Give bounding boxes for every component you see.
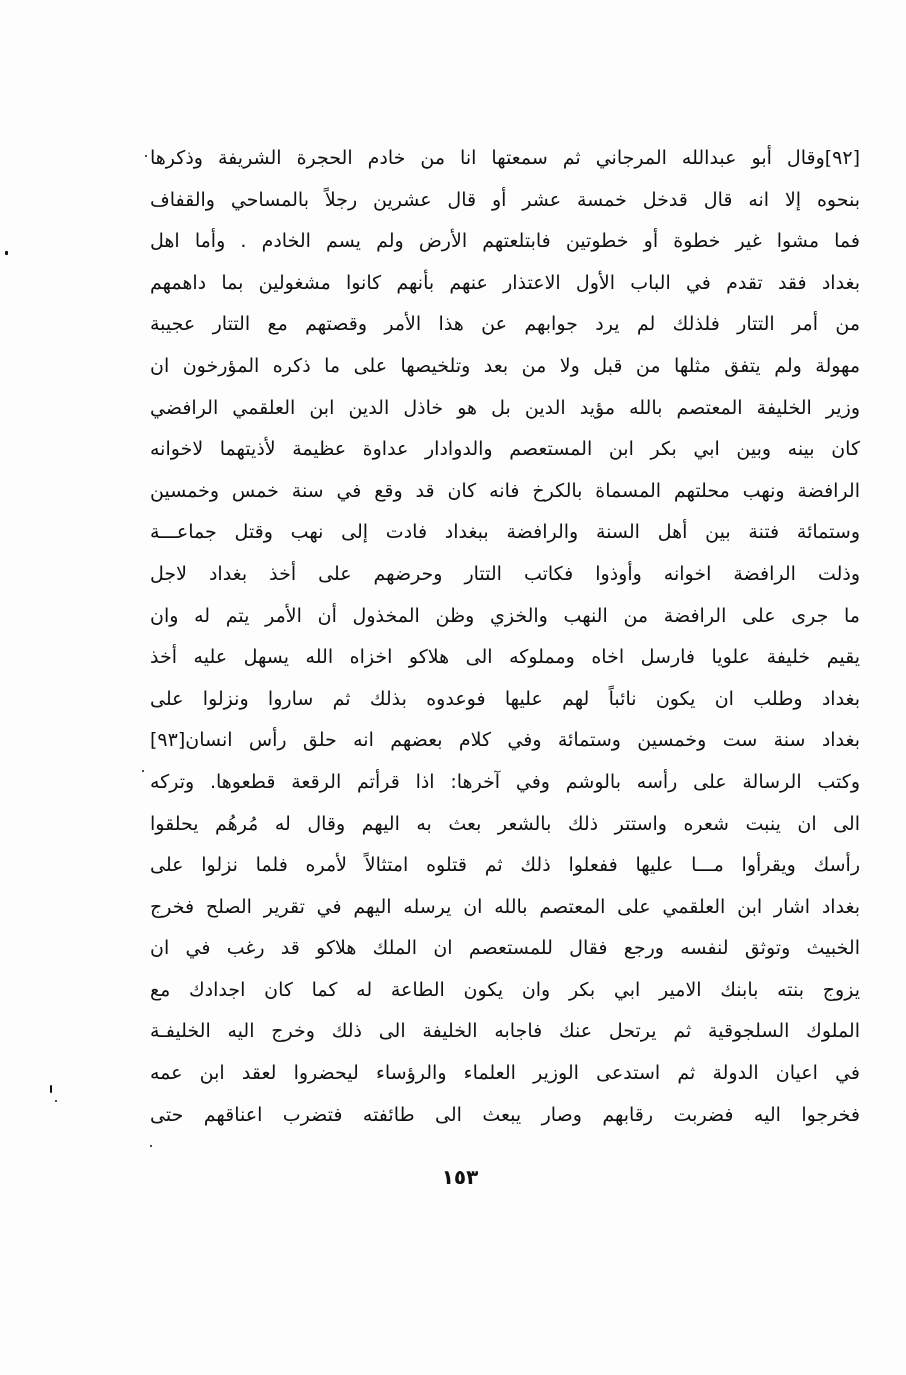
text-line: وذلت الرافضة اخوانه وأوذوا فكاتب التتار وحرضهم على أخذ بغداد لاجل [150, 562, 860, 585]
scan-speck [142, 770, 144, 772]
text-line: وزير الخليفة المعتصم بالله مؤيد الدين بل هو خاذل الدين ابن العلقمي الرافضي [150, 396, 860, 419]
text-line: فما مشوا غير خطوة أو خطوتين فابتلعتهم الأرض ولم يسم الخادم . وأما اهل [150, 230, 860, 253]
text-line: كان بينه وبين ابي بكر ابن المستعصم والدوادار عداوة عظيمة لأذيتهما لاخوانه [150, 438, 860, 461]
scan-speck [145, 155, 147, 157]
scan-speck [55, 1100, 57, 1102]
page-number: ١٥٣ [441, 1165, 479, 1189]
scan-speck [5, 251, 8, 255]
text-line: وكتب الرسالة على رأسه بالوشم وفي آخرها: اذا قرأتم الرقعة قطعوها. وتركه [150, 770, 860, 793]
text-line: ما جرى على الرافضة من النهب والخزي وظن المخذول أن الأمر يتم له وان [150, 604, 860, 627]
text-line: مهولة ولم يتفق مثلها من قبل ولا من بعد وتلخيصها على ما ذكره المؤرخون ان [150, 354, 860, 377]
text-line: يقيم خليفة علويا فارسل اخاه ومملوكه الى هلاكو اخزاه الله يسهل عليه أخذ [150, 646, 860, 669]
text-line: بغداد سنة ست وخمسين وستمائة وفي كلام بعضهم انه حلق رأس انسان[٩٣] [150, 729, 860, 752]
text-line: بغداد فقد تقدم في الباب الأول الاعتذار عنهم بأنهم كانوا مشغولين بما داهمهم [150, 271, 860, 294]
scan-speck [150, 1145, 152, 1147]
text-line: الخبيث وتوثق لنفسه ورجع فقال للمستعصم ان الملك هلاكو قد رغب في ان [150, 937, 860, 960]
text-line: الى ان ينبت شعره واستتر ذلك بالشعر بعث به اليهم وقال له مُرهُم يحلقوا [150, 812, 860, 835]
text-line: بغداد اشار ابن العلقمي على المعتصم بالله ان يرسله اليهم في تقرير الصلح فخرج [150, 895, 860, 918]
text-line: الرافضة ونهب محلتهم المسماة بالكرخ فانه كان قد وقع في سنة خمس وخمسين [150, 479, 860, 502]
scan-speck [50, 1085, 52, 1093]
text-line: وستمائة فتنة بين أهل السنة والرافضة ببغداد فادت إلى نهب وقتل جماعـــة [150, 521, 860, 544]
text-line: يزوج بنته بابنك الامير ابي بكر وان يكون الطاعة له كما كان اجدادك مع [150, 978, 860, 1001]
body-text [150, 138, 860, 1136]
text-line: رأسك ويقرأوا مـــا عليها ففعلوا ذلك ثم قتلوه امتثالاً لأمره فلما نزلوا على [150, 854, 860, 877]
text-line: فخرجوا اليه فضربت رقابهم وصار يبعث الى طائفته فتضرب اعناقهم حتى [150, 1103, 860, 1126]
text-line: بنحوه إلا انه قال قدخل خمسة عشر أو قال عشرين رجلاً بالمساحي والقفاف [150, 188, 860, 211]
text-line: [٩٢]وقال أبو عبدالله المرجاني ثم سمعتها انا من خادم الحجرة الشريفة وذكرها [150, 147, 860, 169]
text-line: الملوك السلجوقية ثم يرتحل عنك فاجابه الخليفة الى ذلك وخرج اليه الخليفـة [150, 1020, 860, 1043]
text-line: من أمر التتار فلذلك لم يرد جوابهم عن هذا الأمر وقصتهم مع التتار عجيبة [150, 313, 860, 336]
text-line: بغداد وطلب ان يكون نائباً لهم عليها فوعدوه بذلك ثم ساروا ونزلوا على [150, 687, 860, 710]
text-line: في اعيان الدولة ثم استدعى الوزير العلماء والرؤساء ليحضروا لعقد ابن عمه [150, 1062, 860, 1085]
